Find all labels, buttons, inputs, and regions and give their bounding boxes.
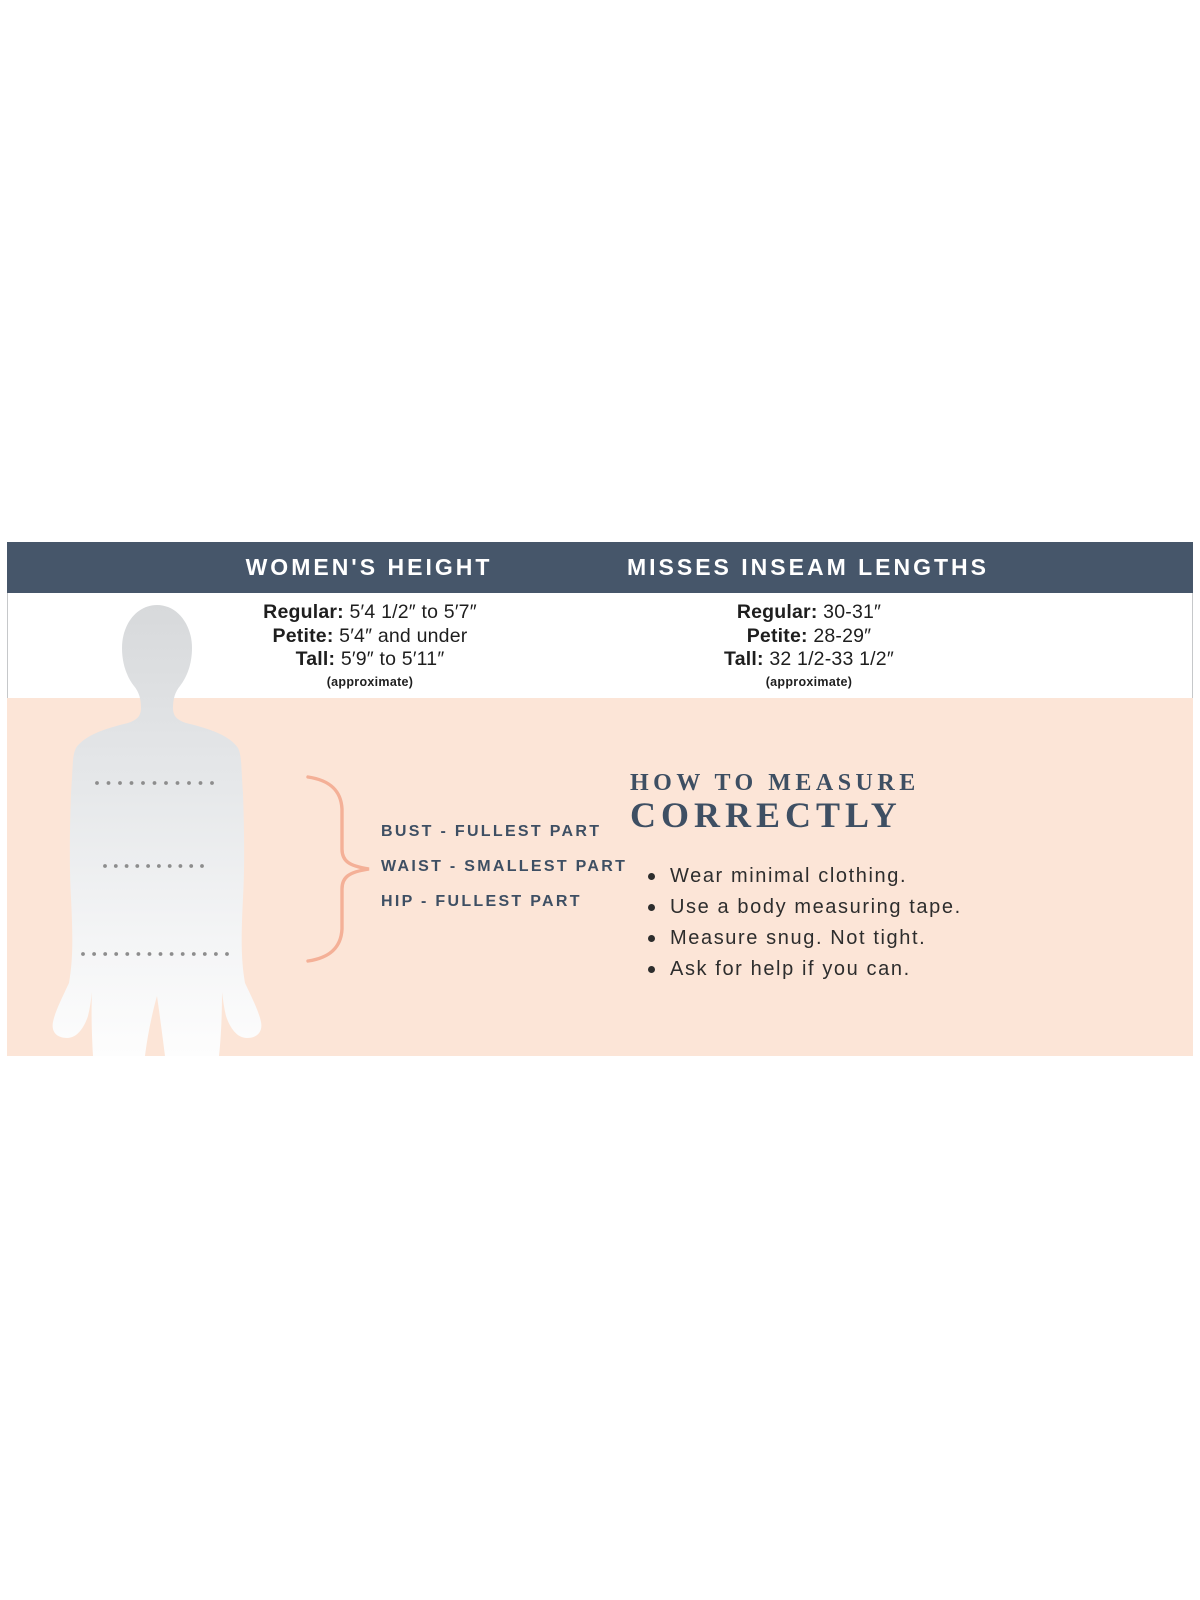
tip-item: Wear minimal clothing.: [646, 866, 962, 887]
misses-inseam-column-title: MISSES INSEAM LENGTHS: [626, 554, 990, 580]
inseam-tall-row: Tall: 32 1/2-33 1/2″: [724, 648, 894, 670]
heading-line-2: CORRECTLY: [630, 795, 902, 835]
tip-item: Measure snug. Not tight.: [646, 928, 962, 949]
waist-label: WAIST - SMALLEST PART: [381, 858, 628, 875]
bust-label: BUST - FULLEST PART: [381, 823, 602, 840]
how-to-measure-heading: [630, 770, 920, 834]
heading-line-1: HOW TO MEASURE: [630, 770, 920, 796]
height-petite-row: Petite: 5′4″ and under: [272, 624, 468, 647]
size-chart-header-bar: [7, 542, 1193, 593]
hip-label: HIP - FULLEST PART: [381, 893, 582, 910]
measuring-tips-list: [646, 866, 962, 990]
measurement-labels: [381, 824, 627, 929]
woman-silhouette-figure: [40, 598, 270, 1058]
womens-height-column-title: WOMEN'S HEIGHT: [245, 554, 493, 580]
woman-body-outline: [53, 605, 262, 1056]
height-regular-row: Regular: 5′4 1/2″ to 5′7″: [263, 601, 477, 623]
inseam-petite-row: Petite: 28-29″: [746, 624, 872, 647]
inseam-approximate-note: (approximate): [765, 674, 853, 689]
inseam-regular-row: Regular: 30-31″: [736, 601, 882, 623]
tip-item: Use a body measuring tape.: [646, 897, 962, 918]
misses-inseam-specs: [604, 601, 1014, 689]
measurement-brace-icon: [300, 768, 378, 968]
height-tall-row: Tall: 5′9″ to 5′11″: [295, 648, 445, 670]
height-approximate-note: (approximate): [326, 674, 414, 689]
tip-item: Ask for help if you can.: [646, 959, 962, 980]
